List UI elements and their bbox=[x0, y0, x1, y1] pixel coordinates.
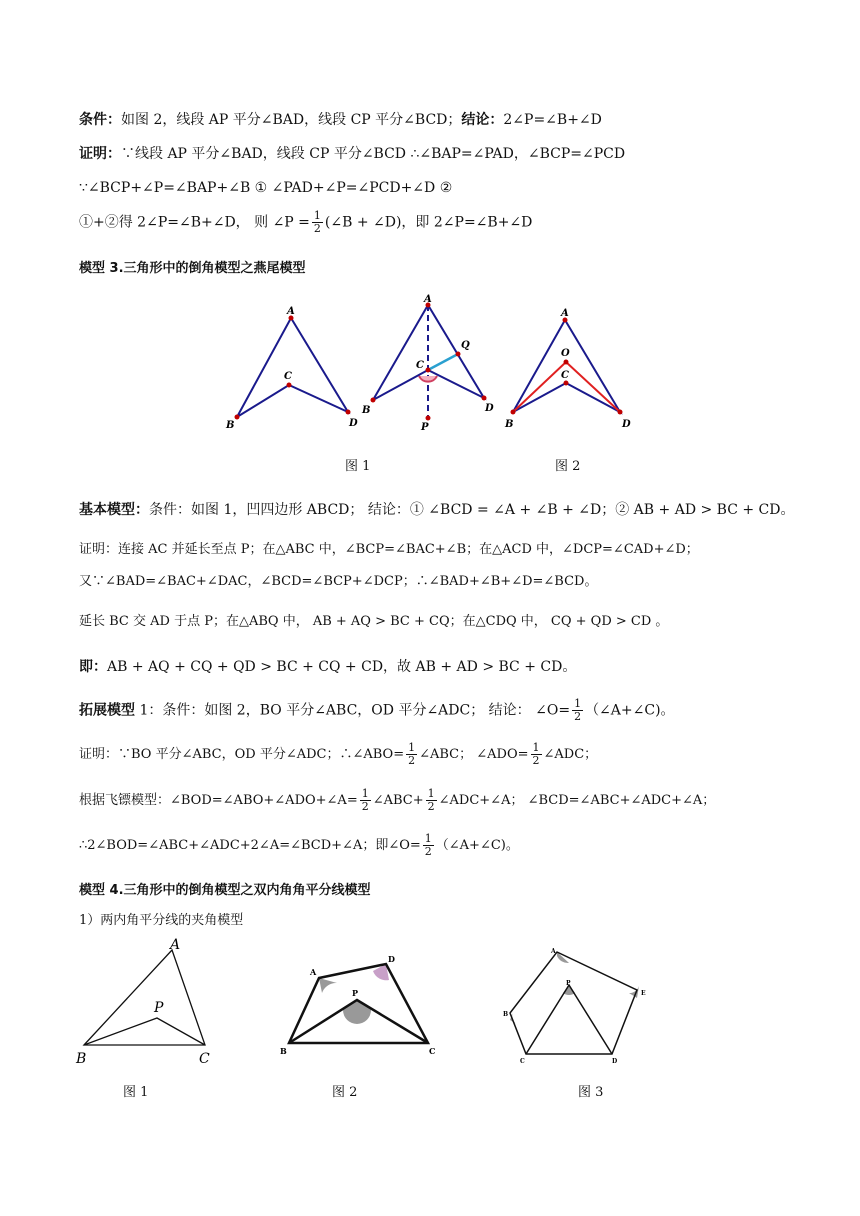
bisector-pentagon-figure bbox=[510, 952, 639, 1054]
svg-text:A: A bbox=[170, 937, 181, 953]
model3-fig2-caption: 图 2 bbox=[555, 459, 581, 474]
proof-line-3: ①+②得 2∠P=∠B+∠D， 则 ∠P = $\frac{1}{2}$ (∠B + ∠D)，即 2∠P=∠B+∠D bbox=[79, 209, 533, 235]
model3-fig1-caption: 图 1 bbox=[345, 459, 371, 474]
proof-line-2: ∵∠BCP+∠P=∠BAP+∠B ① ∠PAD+∠P=∠PCD+∠D ② bbox=[79, 180, 453, 196]
svg-text:C: C bbox=[561, 370, 569, 381]
fraction-half: $\frac{1}{2}$ bbox=[313, 209, 321, 235]
svg-text:B: B bbox=[226, 420, 235, 431]
svg-text:C: C bbox=[199, 1051, 210, 1067]
m3-proof-line-4: 即：AB + AQ + CQ + QD > BC + CQ + CD，故 AB + AD > BC + CD。 bbox=[79, 659, 577, 675]
svg-text:D: D bbox=[612, 1058, 618, 1065]
svg-text:B: B bbox=[503, 1011, 509, 1018]
fraction-half: $\frac{1}{2}$ bbox=[574, 697, 582, 723]
ext-proof-line-2: 根据飞镖模型：∠BOD=∠ABO+∠ADO+∠A= $\frac{1}{2}$ ∠ABC+ $\frac{1}{2}$ ∠ADC+∠A； ∠BCD=∠ABC+∠ADC+∠A； bbox=[79, 787, 716, 813]
ext-proof-line-1: 证明：∵BO 平分∠ABC，OD 平分∠ADC；∴∠ABO= $\frac{1}{2}$ ∠ABC； ∠ADO= $\frac{1}{2}$ ∠ADC； bbox=[79, 741, 598, 767]
m3-proof-line-2: 又∵∠BAD=∠BAC+∠DAC，∠BCD=∠BCP+∠DCP；∴∠BAD+∠B+∠D=∠BCD。 bbox=[79, 574, 598, 589]
svg-text:B: B bbox=[76, 1051, 87, 1067]
svg-text:O: O bbox=[561, 348, 570, 359]
svg-text:P: P bbox=[421, 422, 429, 433]
svg-text:E: E bbox=[641, 990, 646, 997]
fraction-half: $\frac{1}{2}$ bbox=[424, 832, 432, 858]
fraction-half: $\frac{1}{2}$ bbox=[408, 741, 416, 767]
svg-text:D: D bbox=[388, 954, 395, 964]
svg-text:B: B bbox=[505, 419, 514, 430]
svg-text:A: A bbox=[310, 967, 317, 977]
basic-model-line: 基本模型：条件：如图 1，凹四边形 ABCD； 结论：① ∠BCD = ∠A + ∠B + ∠D；② AB + AD > BC + CD。 bbox=[79, 502, 795, 518]
m3-proof-line-3: 延长 BC 交 AD 于点 P；在△ABQ 中， AB + AQ > BC + CQ；在△CDQ 中， CQ + QD > CD 。 bbox=[79, 614, 669, 629]
model3-heading: 模型 3.三角形中的倒角模型之燕尾模型 bbox=[79, 261, 306, 276]
bisector-triangle-figure bbox=[84, 950, 205, 1045]
svg-text:B: B bbox=[362, 405, 371, 416]
svg-text:A: A bbox=[424, 294, 432, 305]
svg-text:Q: Q bbox=[461, 340, 470, 351]
svg-text:B: B bbox=[280, 1046, 287, 1056]
model4-fig1-caption: 图 1 bbox=[123, 1085, 149, 1100]
extension-model-line: 拓展模型 1：条件：如图 2，BO 平分∠ABC，OD 平分∠ADC； 结论： ∠O= $\frac{1}{2}$ （∠A+∠C)。 bbox=[79, 697, 675, 723]
svg-text:C: C bbox=[284, 371, 292, 382]
model4-fig3-caption: 图 3 bbox=[578, 1085, 604, 1100]
fraction-half: $\frac{1}{2}$ bbox=[361, 787, 369, 813]
svg-text:P: P bbox=[566, 980, 571, 987]
fraction-half: $\frac{1}{2}$ bbox=[532, 741, 540, 767]
proof-line-1: 证明：∵线段 AP 平分∠BAD，线段 CP 平分∠BCD ∴∠BAP=∠PAD，∠BCP=∠PCD bbox=[79, 146, 626, 162]
swallowtail-figure-1 bbox=[237, 318, 348, 417]
svg-text:D: D bbox=[622, 419, 631, 430]
model4-fig2-caption: 图 2 bbox=[332, 1085, 358, 1100]
fraction-half: $\frac{1}{2}$ bbox=[427, 787, 435, 813]
svg-text:P: P bbox=[352, 988, 359, 998]
svg-text:A: A bbox=[287, 306, 295, 317]
svg-text:C: C bbox=[416, 360, 424, 371]
svg-text:A: A bbox=[551, 948, 556, 955]
model4-subheading: 1）两内角平分线的夹角模型 bbox=[79, 913, 244, 928]
m3-proof-line-1: 证明：连接 AC 并延长至点 P；在△ABC 中，∠BCP=∠BAC+∠B；在△ACD 中，∠DCP=∠CAD+∠D； bbox=[79, 542, 699, 557]
model4-figures bbox=[70, 935, 660, 1075]
svg-text:A: A bbox=[561, 308, 569, 319]
svg-text:C: C bbox=[520, 1058, 525, 1065]
condition-line: 条件：如图 2，线段 AP 平分∠BAD，线段 CP 平分∠BCD；结论：2∠P=∠B+∠D bbox=[79, 112, 602, 128]
model4-heading: 模型 4.三角形中的倒角模型之双内角角平分线模型 bbox=[79, 883, 371, 898]
svg-text:P: P bbox=[154, 1000, 164, 1016]
model3-figures bbox=[220, 290, 640, 440]
svg-text:C: C bbox=[429, 1046, 436, 1056]
svg-text:D: D bbox=[349, 418, 358, 429]
ext-proof-line-3: ∴2∠BOD=∠ABC+∠ADC+2∠A=∠BCD+∠A；即∠O= $\frac{1}{2}$ （∠A+∠C)。 bbox=[79, 832, 519, 858]
svg-text:D: D bbox=[485, 403, 494, 414]
